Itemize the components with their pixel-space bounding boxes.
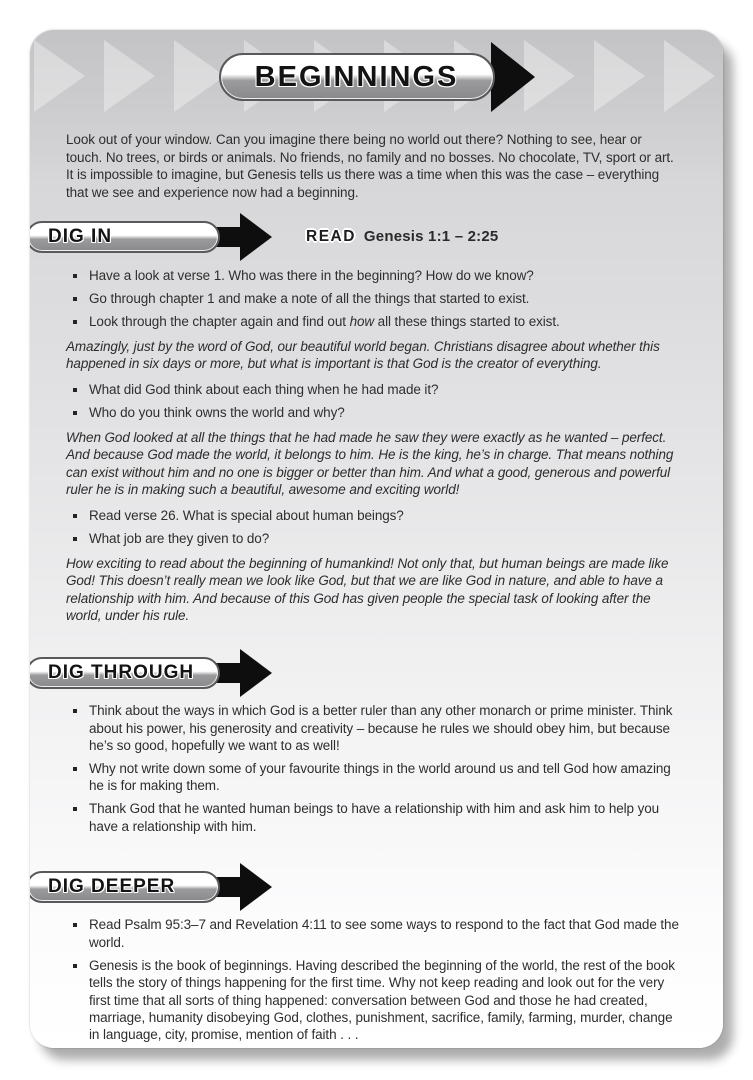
read-label: READ [306,228,356,246]
bullet-text: Think about the ways in which God is a better ruler than any other monarch or prime minister. Think about his power, his generosity and creativity – because he rules we should obey him, but because he’s so good, hopefully we want to as well! [89,703,673,753]
worksheet-page [30,30,723,1048]
intro-paragraph: Look out of your window. Can you imagine there being no world out there? Nothing to see, hear or touch. No trees, or birds or animals. No friends, no family and no bosses. No chocolate, TV, sport or art. It is impossible to imagine, but Genesis tells us there was a time when this was the case – everything that we see and experience now had a beginning. [66,132,674,200]
list-item [66,381,681,398]
list-item [66,313,681,330]
bullet-text: Go through chapter 1 and make a note of all the things that started to exist. [89,290,530,306]
section-heading: DIG THROUGH [48,661,195,683]
read-reference-group [306,228,498,246]
chevron-triangle-icon [594,40,645,112]
bullet-text: Read Psalm 95:3–7 and Revelation 4:11 to see some ways to respond to the fact that God made the world. [89,917,679,950]
chevron-triangle-icon [174,40,225,112]
list-item [66,957,681,1044]
title-banner [219,42,535,112]
chevron-triangle-icon [104,40,155,112]
bullet-text: Read verse 26. What is special about human beings? [89,507,404,523]
note-paragraph: When God looked at all the things that he had made he saw they were exactly as he wanted – perfect. And because God made the world, it belongs to him. He is the king, he’s in charge. That means nothing can exist without him and no one is bigger or better than him. And what a good, generous and powerful ruler he is in making such a beautiful, awesome and exciting world! [66,430,674,498]
bullet-text: all these things started to exist. [374,313,560,329]
chevron-triangle-icon [664,40,715,112]
section-banner-dig-through [30,649,272,697]
section-pill [30,221,220,253]
arrow-right-icon [240,213,272,261]
dig-in-banner-row [30,213,723,261]
section-heading: DIG IN [48,226,113,248]
title-pill [219,53,495,101]
bullet-text: Who do you think owns the world and why? [89,404,345,420]
chevron-triangle-icon [34,40,85,112]
section-banner-dig-deeper [30,863,272,911]
bullet-text: Have a look at verse 1. Who was there in the beginning? How do we know? [89,267,534,283]
arrow-right-icon [491,42,535,112]
list-item [66,404,681,421]
dig-deeper-content [30,916,723,1043]
note-paragraph: How exciting to read about the beginning of humankind! Not only that, but human beings are made like God! This doesn’t really mean we look like God, but that we are like God in nature, and able to have a relationship with him. And because of this God has given people the special task of looking after the world, under his rule. [66,555,669,624]
bullet-text: What did God think about each thing when he had made it? [89,381,439,397]
bullet-text: Why not write down some of your favourite things in the world around us and tell God how amazing he is for making them. [89,760,671,794]
note-paragraph: Amazingly, just by the word of God, our beautiful world began. Christians disagree about whether this happened in six days or more, but what is important is that God is the creator of everything. [66,338,660,372]
bullet-text: What job are they given to do? [89,530,270,546]
section-banner-dig-in [30,213,272,261]
section-pill [30,657,220,689]
bullet-list [66,507,681,547]
arrow-right-icon [240,863,272,911]
list-item [66,507,681,524]
bullet-list [66,916,681,1043]
list-item [66,916,681,951]
bullet-list [66,267,681,330]
list-item [66,290,681,307]
section-pill [30,871,220,903]
dig-through-content [30,702,723,835]
bullet-list [66,702,681,835]
bullet-text: Look through the chapter again and find out [89,313,350,329]
bullet-text: Thank God that he wanted human beings to have a relationship with him and ask him to help you have a relationship with him. [89,801,660,834]
read-reference: Genesis 1:1 – 2:25 [363,228,499,246]
list-item [66,267,681,284]
bullet-text: Genesis is the book of beginnings. Having described the beginning of the world, the rest of the book tells the story of things happening for the first time. Why not keep reading and look out for the very first time that all sorts of thing happened: conversation between God and those he had created, marriage, humanity disobeying God, clothes, punishment, sacrifice, family, farming, murder, change in language, city, promise, mention of faith . . . [89,957,675,1043]
chevron-band [30,30,723,122]
list-item [66,530,681,547]
bullet-list [66,381,681,421]
list-item [66,702,681,754]
list-item [66,760,681,795]
section-heading: DIG DEEPER [48,875,176,897]
list-item [66,800,681,835]
dig-in-content [30,267,723,625]
bullet-text-emphasis: how [349,313,375,329]
arrow-right-icon [240,649,272,697]
page-title: BEGINNINGS [254,60,459,93]
